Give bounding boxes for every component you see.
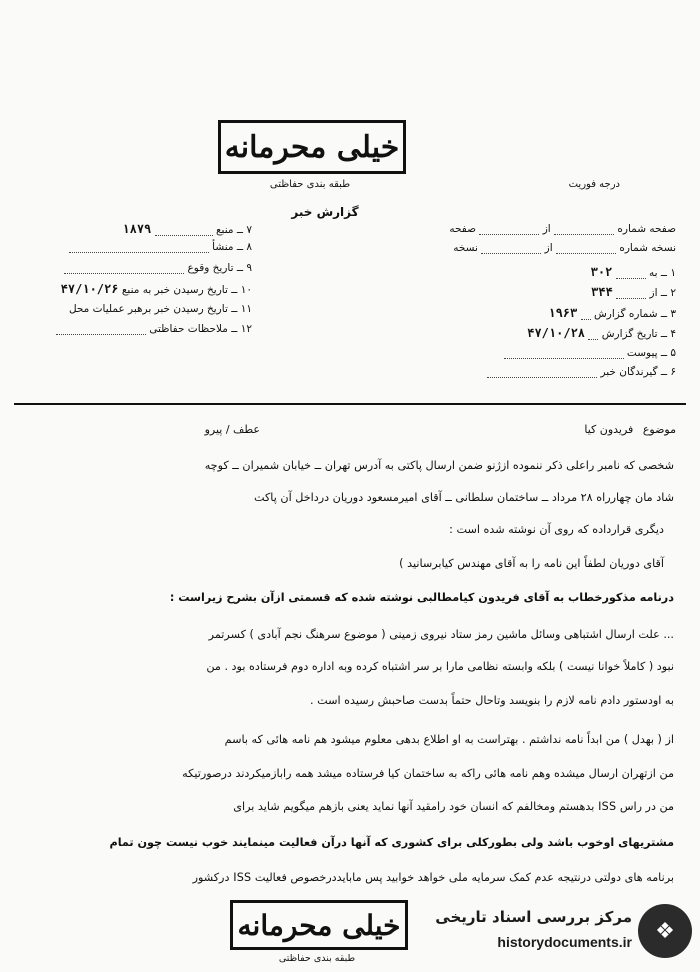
field-source: ۷ ــ منبع ۱۸۷۹ bbox=[122, 222, 252, 236]
body-line: به اودستور دادم نامه لازم را بنویسد وتاحال حتماً بدست صاحبش رسیده است . bbox=[310, 694, 674, 707]
body-line: مشتریهای اوخوب باشد ولی بطورکلی برای کشوری که آنها درآن فعالیت مینمایند خوب نیست چون تمام bbox=[109, 836, 674, 849]
watermark-url: historydocuments.ir bbox=[497, 934, 632, 950]
body-line: ... علت ارسال اشتباهی وسائل ماشین رمز ستاد نیروی زمینی ( موضوع سرهنگ نجم آبادی ) کسرتمر bbox=[208, 628, 674, 641]
body-line: من ازتهران ارسال میشده وهم نامه هائی راکه به ساختمان کیا فرستاده میشد همه رابازمیکردند درصورتیکه bbox=[182, 767, 674, 780]
subject-row bbox=[584, 423, 676, 436]
field-origin: ۸ ــ منشأ bbox=[69, 241, 252, 253]
field-event-date: ۹ ــ تاریخ وقوع bbox=[64, 262, 252, 274]
field-operations-date: ۱۱ ــ تاریخ رسیدن خبر برهبر عملیات محل bbox=[68, 303, 252, 315]
footer-classification-caption: طبقه بندی حفاظتی bbox=[278, 953, 356, 964]
body-line: دیگری قرارداده که روی آن نوشته شده است : bbox=[449, 523, 664, 536]
body-line: آقای دوریان لطفاً این نامه را به آقای مهندس کیابرسانید ) bbox=[399, 557, 664, 570]
watermark-name: مرکز بررسی اسناد تاریخی bbox=[435, 908, 632, 926]
field-attachment: ۵ ــ پیوست bbox=[504, 347, 676, 359]
field-copy-number: نسخه شماره از نسخه bbox=[453, 242, 676, 254]
field-recipients: ۶ ــ گیرندگان خبر bbox=[487, 366, 676, 378]
classification-stamp: خیلی محرمانه bbox=[218, 120, 406, 174]
field-report-date: ۴ ــ تاریخ گزارش ۴۷/۱۰/۲۸ bbox=[527, 326, 676, 340]
watermark bbox=[435, 900, 696, 966]
body-line: برنامه های دولتی درنتیجه عدم کمک سرمایه ملی خواهد خوابید پس مابایددرخصوص فعالیت ISS درکشور bbox=[192, 871, 674, 884]
subject-label: موضوع bbox=[642, 423, 676, 436]
field-page-number: صفحه شماره از صفحه bbox=[449, 223, 676, 235]
field-report-number: ۳ ــ شماره گزارش ۱۹۶۳ bbox=[548, 306, 676, 320]
reference-label: عطف / پیرو bbox=[204, 423, 260, 436]
field-source-date: ۱۰ ــ تاریخ رسیدن خبر به منبع ۴۷/۱۰/۲۶ bbox=[60, 282, 252, 296]
divider-line bbox=[14, 403, 686, 405]
body-line: شخصی که نامبر راعلی ذکر ننموده ازژنو ضمن ارسال پاکتی به آدرس تهران ــ خیابان شمیران ــ کوچه bbox=[204, 459, 674, 472]
classification-caption: طبقه بندی حفاظتی bbox=[269, 179, 351, 190]
body-line: درنامه مذکورخطاب به آقای فریدون کیامطالبی نوشته شده که قسمتی ازآن بشرح زیراست : bbox=[169, 591, 674, 604]
body-line: نبود ( کاملاً خوانا نیست ) بلکه وابسته نظامی مارا بر سر اشتباه کرده وبه اداره دوم فرستاده بود . من bbox=[206, 660, 674, 673]
field-to: ۱ ــ به ۳۰۲ bbox=[590, 265, 676, 279]
subject-value: فریدون کیا bbox=[584, 423, 634, 436]
report-title: گزارش خبر bbox=[291, 205, 359, 219]
body-line: از ( بهدل ) من ابداً نامه نداشتم . بهتراست به او اطلاع بدهی معلوم میشود هم نامه هائی که باسم bbox=[224, 733, 674, 746]
urgency-label: درجه فوریت bbox=[568, 179, 620, 190]
body-line: شاد مان چهارراه ۲۸ مرداد ــ ساختمان سلطانی ــ آقای امیرمسعود دوریان درداخل آن پاکت bbox=[253, 491, 674, 504]
footer-classification-stamp: خیلی محرمانه bbox=[230, 900, 408, 950]
archive-logo-icon: ❖ bbox=[638, 904, 692, 958]
field-security-notes: ۱۲ ــ ملاحظات حفاظتی bbox=[56, 323, 252, 335]
body-line: من در راس ISS بدهستم ومخالفم که انسان خود رامقید آنها نماید یعنی بازهم میگویم شاید برای bbox=[233, 800, 674, 813]
field-from: ۲ ــ از ۳۴۴ bbox=[591, 285, 676, 299]
